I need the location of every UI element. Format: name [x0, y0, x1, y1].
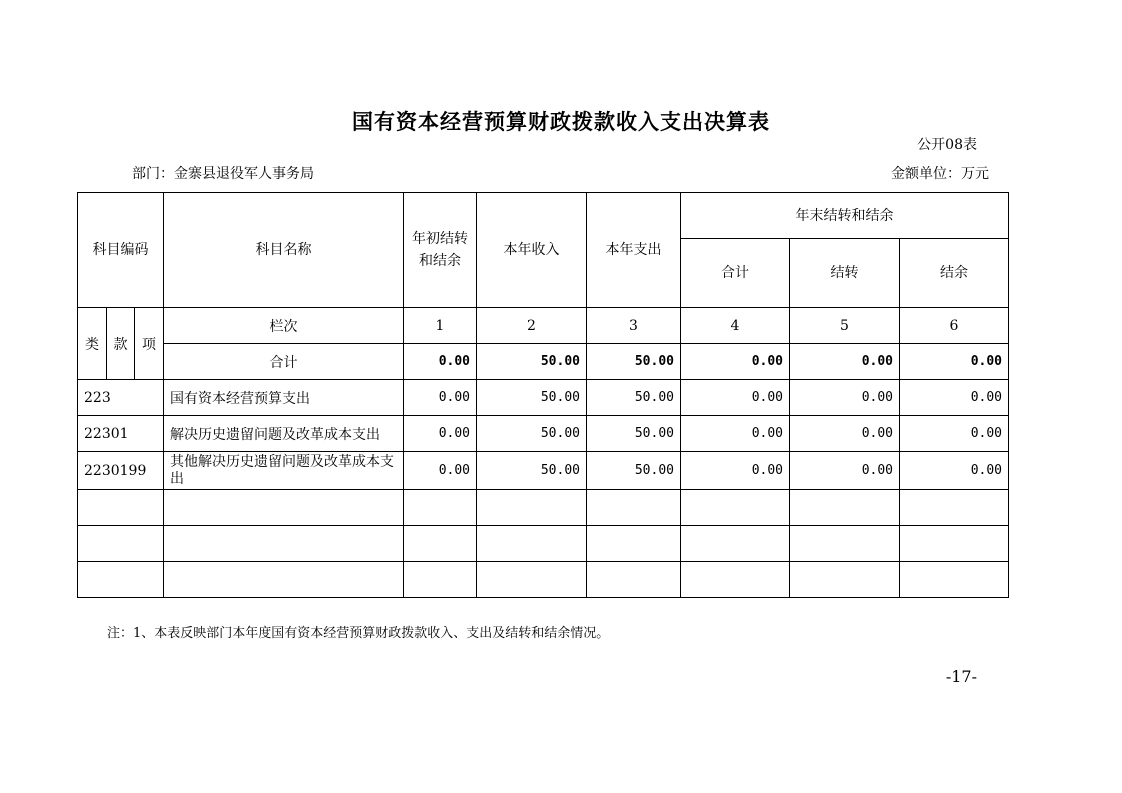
header-closing-balance: 结余: [900, 239, 1009, 308]
row-value: 0.00: [790, 380, 900, 416]
row-value: 0.00: [790, 416, 900, 452]
empty-row: [78, 562, 1009, 598]
header-xiang: 项: [135, 308, 164, 380]
amount-unit-label: 金额单位：万元: [891, 166, 989, 182]
row-name: 解决历史遗留问题及改革成本支出: [164, 416, 404, 452]
header-expense: 本年支出: [587, 193, 681, 308]
table-row: [78, 380, 1009, 416]
column-number: 2: [477, 308, 587, 344]
row-value: 0.00: [900, 380, 1009, 416]
row-value: 0.00: [404, 380, 477, 416]
row-name: 其他解决历史遗留问题及改革成本支出: [164, 452, 404, 490]
column-number: 3: [587, 308, 681, 344]
row-value: 50.00: [477, 380, 587, 416]
header-name: 科目名称: [164, 193, 404, 308]
total-value: 50.00: [477, 344, 587, 380]
header-opening: 年初结转和结余: [404, 193, 477, 308]
empty-row: [78, 526, 1009, 562]
row-value: 0.00: [681, 452, 790, 490]
total-value: 50.00: [587, 344, 681, 380]
row-code: 22301: [78, 416, 164, 452]
row-value: 50.00: [477, 416, 587, 452]
row-value: 0.00: [900, 452, 1009, 490]
row-value: 50.00: [587, 452, 681, 490]
column-number-label: 栏次: [164, 308, 404, 344]
header-code: 科目编码: [78, 193, 164, 308]
column-number: 1: [404, 308, 477, 344]
table-row: [78, 452, 1009, 490]
page-title: 国有资本经营预算财政拨款收入支出决算表: [352, 110, 770, 134]
total-value: 0.00: [681, 344, 790, 380]
row-value: 0.00: [404, 416, 477, 452]
total-value: 0.00: [790, 344, 900, 380]
row-value: 50.00: [477, 452, 587, 490]
total-value: 0.00: [900, 344, 1009, 380]
page-number: -17-: [945, 667, 977, 686]
row-value: 0.00: [681, 416, 790, 452]
header-income: 本年收入: [477, 193, 587, 308]
row-value: 0.00: [681, 380, 790, 416]
row-value: 50.00: [587, 380, 681, 416]
row-value: 0.00: [404, 452, 477, 490]
row-value: 0.00: [900, 416, 1009, 452]
column-number: 6: [900, 308, 1009, 344]
header-closing: 年末结转和结余: [681, 193, 1009, 239]
row-value: 50.00: [587, 416, 681, 452]
form-number: 公开08表: [917, 137, 977, 153]
total-row: [78, 344, 1009, 380]
department-label: 部门：金寨县退役军人事务局: [132, 166, 314, 182]
column-number: 4: [681, 308, 790, 344]
row-code: 223: [78, 380, 164, 416]
table-note: 注：1、本表反映部门本年度国有资本经营预算财政拨款收入、支出及结转和结余情况。: [107, 626, 610, 641]
total-value: 0.00: [404, 344, 477, 380]
empty-row: [78, 490, 1009, 526]
header-lei: 类: [78, 308, 107, 380]
header-kuan: 款: [107, 308, 135, 380]
table-row: [78, 416, 1009, 452]
row-name: 国有资本经营预算支出: [164, 380, 404, 416]
column-number: 5: [790, 308, 900, 344]
row-value: 0.00: [790, 452, 900, 490]
budget-table: [77, 192, 1009, 598]
header-closing-total: 合计: [681, 239, 790, 308]
row-code: 2230199: [78, 452, 164, 490]
header-closing-carry: 结转: [790, 239, 900, 308]
total-label: 合计: [164, 344, 404, 380]
